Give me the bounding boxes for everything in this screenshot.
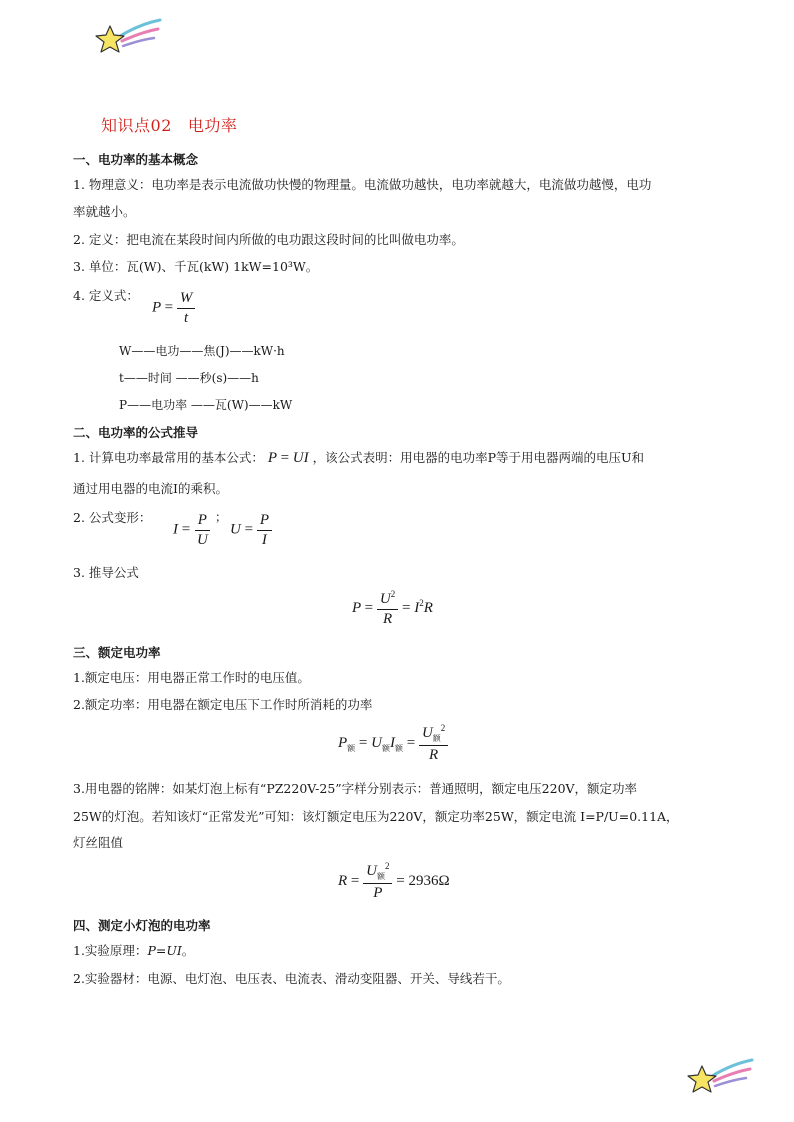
paragraph: 3.用电器的铭牌：如某灯泡上标有“PZ220V-25”字样分别表示：普通照明，额定电压220V，额定功率 xyxy=(73,781,638,796)
formula-voltage: U = $\frac{P}{I}$ xyxy=(230,512,272,548)
unit-line: W——电功——焦(J)——kW·h xyxy=(119,344,285,358)
page-title: 知识点02 电功率 xyxy=(101,116,238,135)
paragraph: 1.额定电压：用电器正常工作时的电压值。 xyxy=(73,670,310,685)
unit-line: P——电功率 ——瓦(W)——kW xyxy=(119,398,293,412)
paragraph: 率就越小。 xyxy=(73,204,136,219)
section-heading: 四、测定小灯泡的电功率 xyxy=(73,918,211,933)
paragraph: 通过用电器的电流I的乘积。 xyxy=(73,481,228,496)
paragraph: 3. 单位：瓦(W)、千瓦(kW) 1kW=10³W。 xyxy=(73,259,319,274)
paragraph: 3. 推导公式 xyxy=(73,565,139,580)
formula-current: I = $\frac{P}{U}$ xyxy=(173,512,211,548)
section-heading: 一、电功率的基本概念 xyxy=(73,152,199,167)
paragraph: 2.实验器材：电源、电灯泡、电压表、电流表、滑动变阻器、开关、导线若干。 xyxy=(73,971,510,986)
section-heading: 二、电功率的公式推导 xyxy=(73,425,199,440)
formula-resistance: R = $\frac{U_额^2}{P}$ = 2936Ω xyxy=(338,861,450,901)
section-heading: 三、额定电功率 xyxy=(73,645,161,660)
paragraph: 灯丝阻值 xyxy=(73,835,124,850)
paragraph: 25W的灯泡。若知该灯“正常发光”可知：该灯额定电压为220V，额定功率25W，额定电流 I=P/U=0.11A， xyxy=(73,809,679,824)
shooting-star-icon xyxy=(684,1056,756,1098)
paragraph: 1. 物理意义：电功率是表示电流做功快慢的物理量。电流做功越快，电功率就越大，电流做功越慢，电功 xyxy=(73,177,652,192)
unit-line: t——时间 ——秒(s)——h xyxy=(119,371,259,385)
formula-derived: P = $\frac{U^2}{R}$ = $I^2R$ xyxy=(352,589,433,627)
paragraph: 4. 定义式： xyxy=(73,288,139,303)
shooting-star-icon xyxy=(92,16,164,58)
paragraph: 2. 定义：把电流在某段时间内所做的电功跟这段时间的比叫做电功率。 xyxy=(73,232,464,247)
paragraph: 1. 计算电功率最常用的基本公式： P = UI ，该公式表明：用电器的电功率P等于用电器两端的电压U和 xyxy=(73,450,645,466)
paragraph: 2. 公式变形： xyxy=(73,510,152,525)
formula-rated-power: $P_额 = U_额I_额$ = $\frac{U_额^2}{R}$ xyxy=(338,724,448,763)
paragraph: 2.额定功率：用电器在额定电压下工作时所消耗的功率 xyxy=(73,697,373,712)
formula-definition: P = $\frac{W}{t}$ xyxy=(152,290,195,326)
paragraph: 1.实验原理：P=UI。 xyxy=(73,943,195,958)
